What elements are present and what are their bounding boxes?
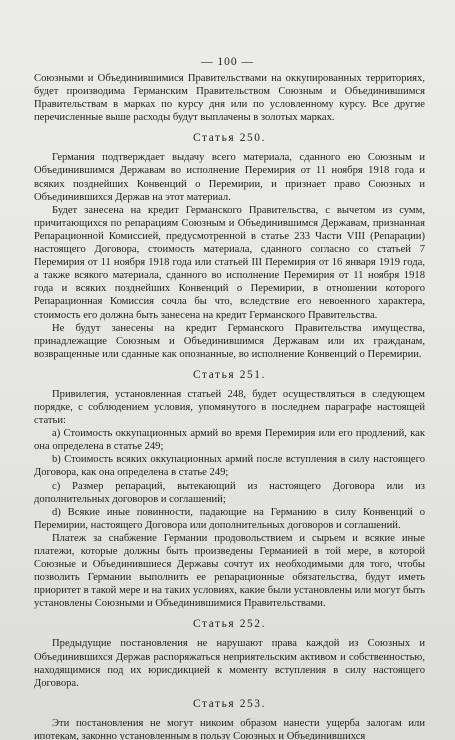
article-251-heading: Статья 251. (192, 368, 267, 381)
article-251-paragraph-2: Платеж за снабжение Германии продовольствием и сырьем и всякие иные платежи, которые должны быть произведены Германией в той мере, в которой Союзные и Объединившиеся Державы сочтут их необходимыми для того, чтобы позволить Германии выполнить ее репарационные обязательства, будут иметь приоритет в такой мере и на таких условиях, какие были установлены или могут быть установлены Союзными и Объединившимися Правительствами. (34, 532, 425, 610)
article-251-paragraph-1: Привилегия, установленная статьей 248, будет осуществляться в следующем порядке, с соблюдением условия, упомянутого в последнем параграфе настоящей статьи: (34, 388, 425, 427)
article-250-paragraph-1: Германия подтверждает выдачу всего материала, сданного ею Союзным и Объединившимся Державам во исполнение Перемирия от 11 ноября 1918 года и всяких позднейших Конвенций о Перемирии, и признает право Союзных и Объединившихся Держав на этот материал. (34, 152, 425, 203)
article-251-item-a: a) Стоимость оккупационных армий во время Перемирия или его продлений, как она определена в статье 249; (34, 428, 425, 453)
article-252-paragraph-1: Предыдущие постановления не нарушают права каждой из Союзных и Объединившихся Держав распоряжаться неприятельским активом и собственностью, находящимися под их юрисдикцией к моменту вступления в силу настоящего Договора. (34, 638, 425, 689)
article-250-paragraph-2: Будет занесена на кредит Германского Правительства, с вычетом из сумм, причитающихся по репарациям Союзным и Объединившимся Державам, признанная Репарационной Комиссией, предусмотренной в статье 233 Части VIII (Репарации) настоящего Договора, стоимость материала, сданного согласно со статьей 7 Перемирия от 11 ноября 1918 года или статьей III Перемирия от 16 января 1919 года, а также всякого материала, сданного во исполнение Перемирия от 11 ноября 1918 года и всяких позднейших Конвенций о Перемирии, в отношении которого Репарационная Комиссия сочла бы что, вследствие его невоенного характера, стоимость его должна быть занесена на кредит Германского Правительства. (34, 204, 425, 321)
article-250-heading: Статья 250. (192, 132, 267, 145)
article-253-paragraph-1: Эти постановления не могут никоим образом нанести ущерба залогам или ипотекам, законно установленным в пользу Союзных и Объединившихся (34, 717, 425, 740)
article-251-item-d: d) Всякие иные повинности, падающие на Германию в силу Конвенций о Перемирии, настоящего Договора или дополнительных договоров и соглашений. (34, 506, 425, 531)
intro-paragraph: Союзными и Объединившимися Правительствами на оккупированных территориях, будет производима Германским Правительством Союзным и Объединившимся Правительствам в марках по курсу дня или по условленному курсу. Все другие перечисленные выше расходы будут выплачены в золотых марках. (34, 73, 425, 124)
article-253-heading: Статья 253. (192, 697, 267, 710)
article-252-heading: Статья 252. (192, 618, 267, 631)
page-number: — 100 — (201, 56, 254, 68)
article-251-item-c: c) Размер репараций, вытекающий из настоящего Договора или из дополнительных договоров и соглашений; (34, 480, 425, 505)
document-body (34, 72, 425, 740)
article-250-paragraph-3: Не будут занесены на кредит Германского Правительства имущества, принадлежащие Союзным и Объединившимся Державам или их гражданам, возвращенные или сданные как опознанные, во исполнение Конвенций о Перемирии. (34, 322, 425, 360)
article-251-item-b: b) Стоимость всяких оккупационных армий после вступления в силу настоящего Договора, как она определена в статье 249; (34, 454, 425, 479)
